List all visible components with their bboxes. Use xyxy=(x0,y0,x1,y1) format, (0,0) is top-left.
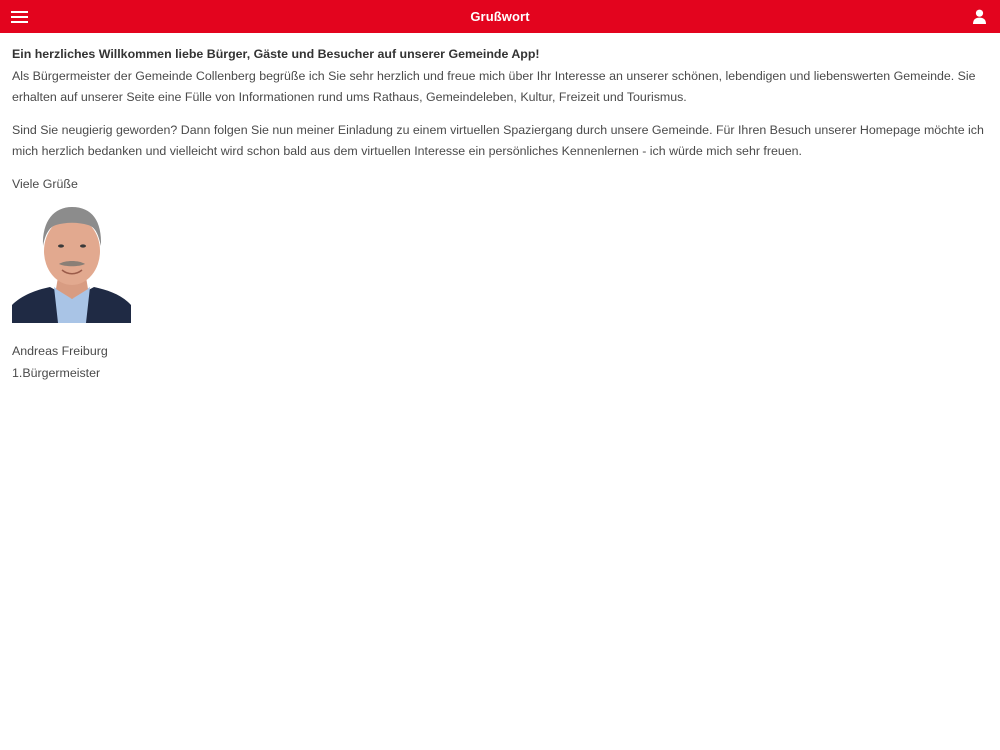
page-title: Grußwort xyxy=(470,9,530,24)
mayor-role: 1.Bürgermeister xyxy=(12,365,101,380)
welcome-heading: Ein herzliches Willkommen liebe Bürger, Gäste und Besucher auf unserer Gemeinde App! xyxy=(12,47,540,61)
app-header xyxy=(0,0,1000,33)
closing-greeting: Viele Grüße xyxy=(12,176,78,191)
hamburger-menu-icon[interactable] xyxy=(11,11,29,23)
user-icon[interactable] xyxy=(972,9,987,24)
welcome-content xyxy=(12,44,988,384)
mayor-name: Andreas Freiburg xyxy=(12,344,108,358)
invitation-paragraph: Sind Sie neugierig geworden? Dann folgen Sie nun meiner Einladung zu einem virtuellen Spaziergang durch unsere Gemeinde. Für Ihren Besuch unserer Homepage möchte ich mich herzlich bedanken und vielleicht wird schon bald aus dem virtuellen Interesse ein persönliches Kennenlernen - ich würde mich sehr freuen. xyxy=(12,122,984,158)
intro-paragraph: Als Bürgermeister der Gemeinde Collenberg begrüße ich Sie sehr herzlich und freue mich über Ihr Interesse an unserer schönen, lebendigen und liebenswerten Gemeinde. Sie erhalten auf unserer Seite eine Fülle von Informationen rund ums Rathaus, Gemeindeleben, Kultur, Freizeit und Tourismus. xyxy=(12,68,976,104)
mayor-portrait xyxy=(12,201,131,323)
